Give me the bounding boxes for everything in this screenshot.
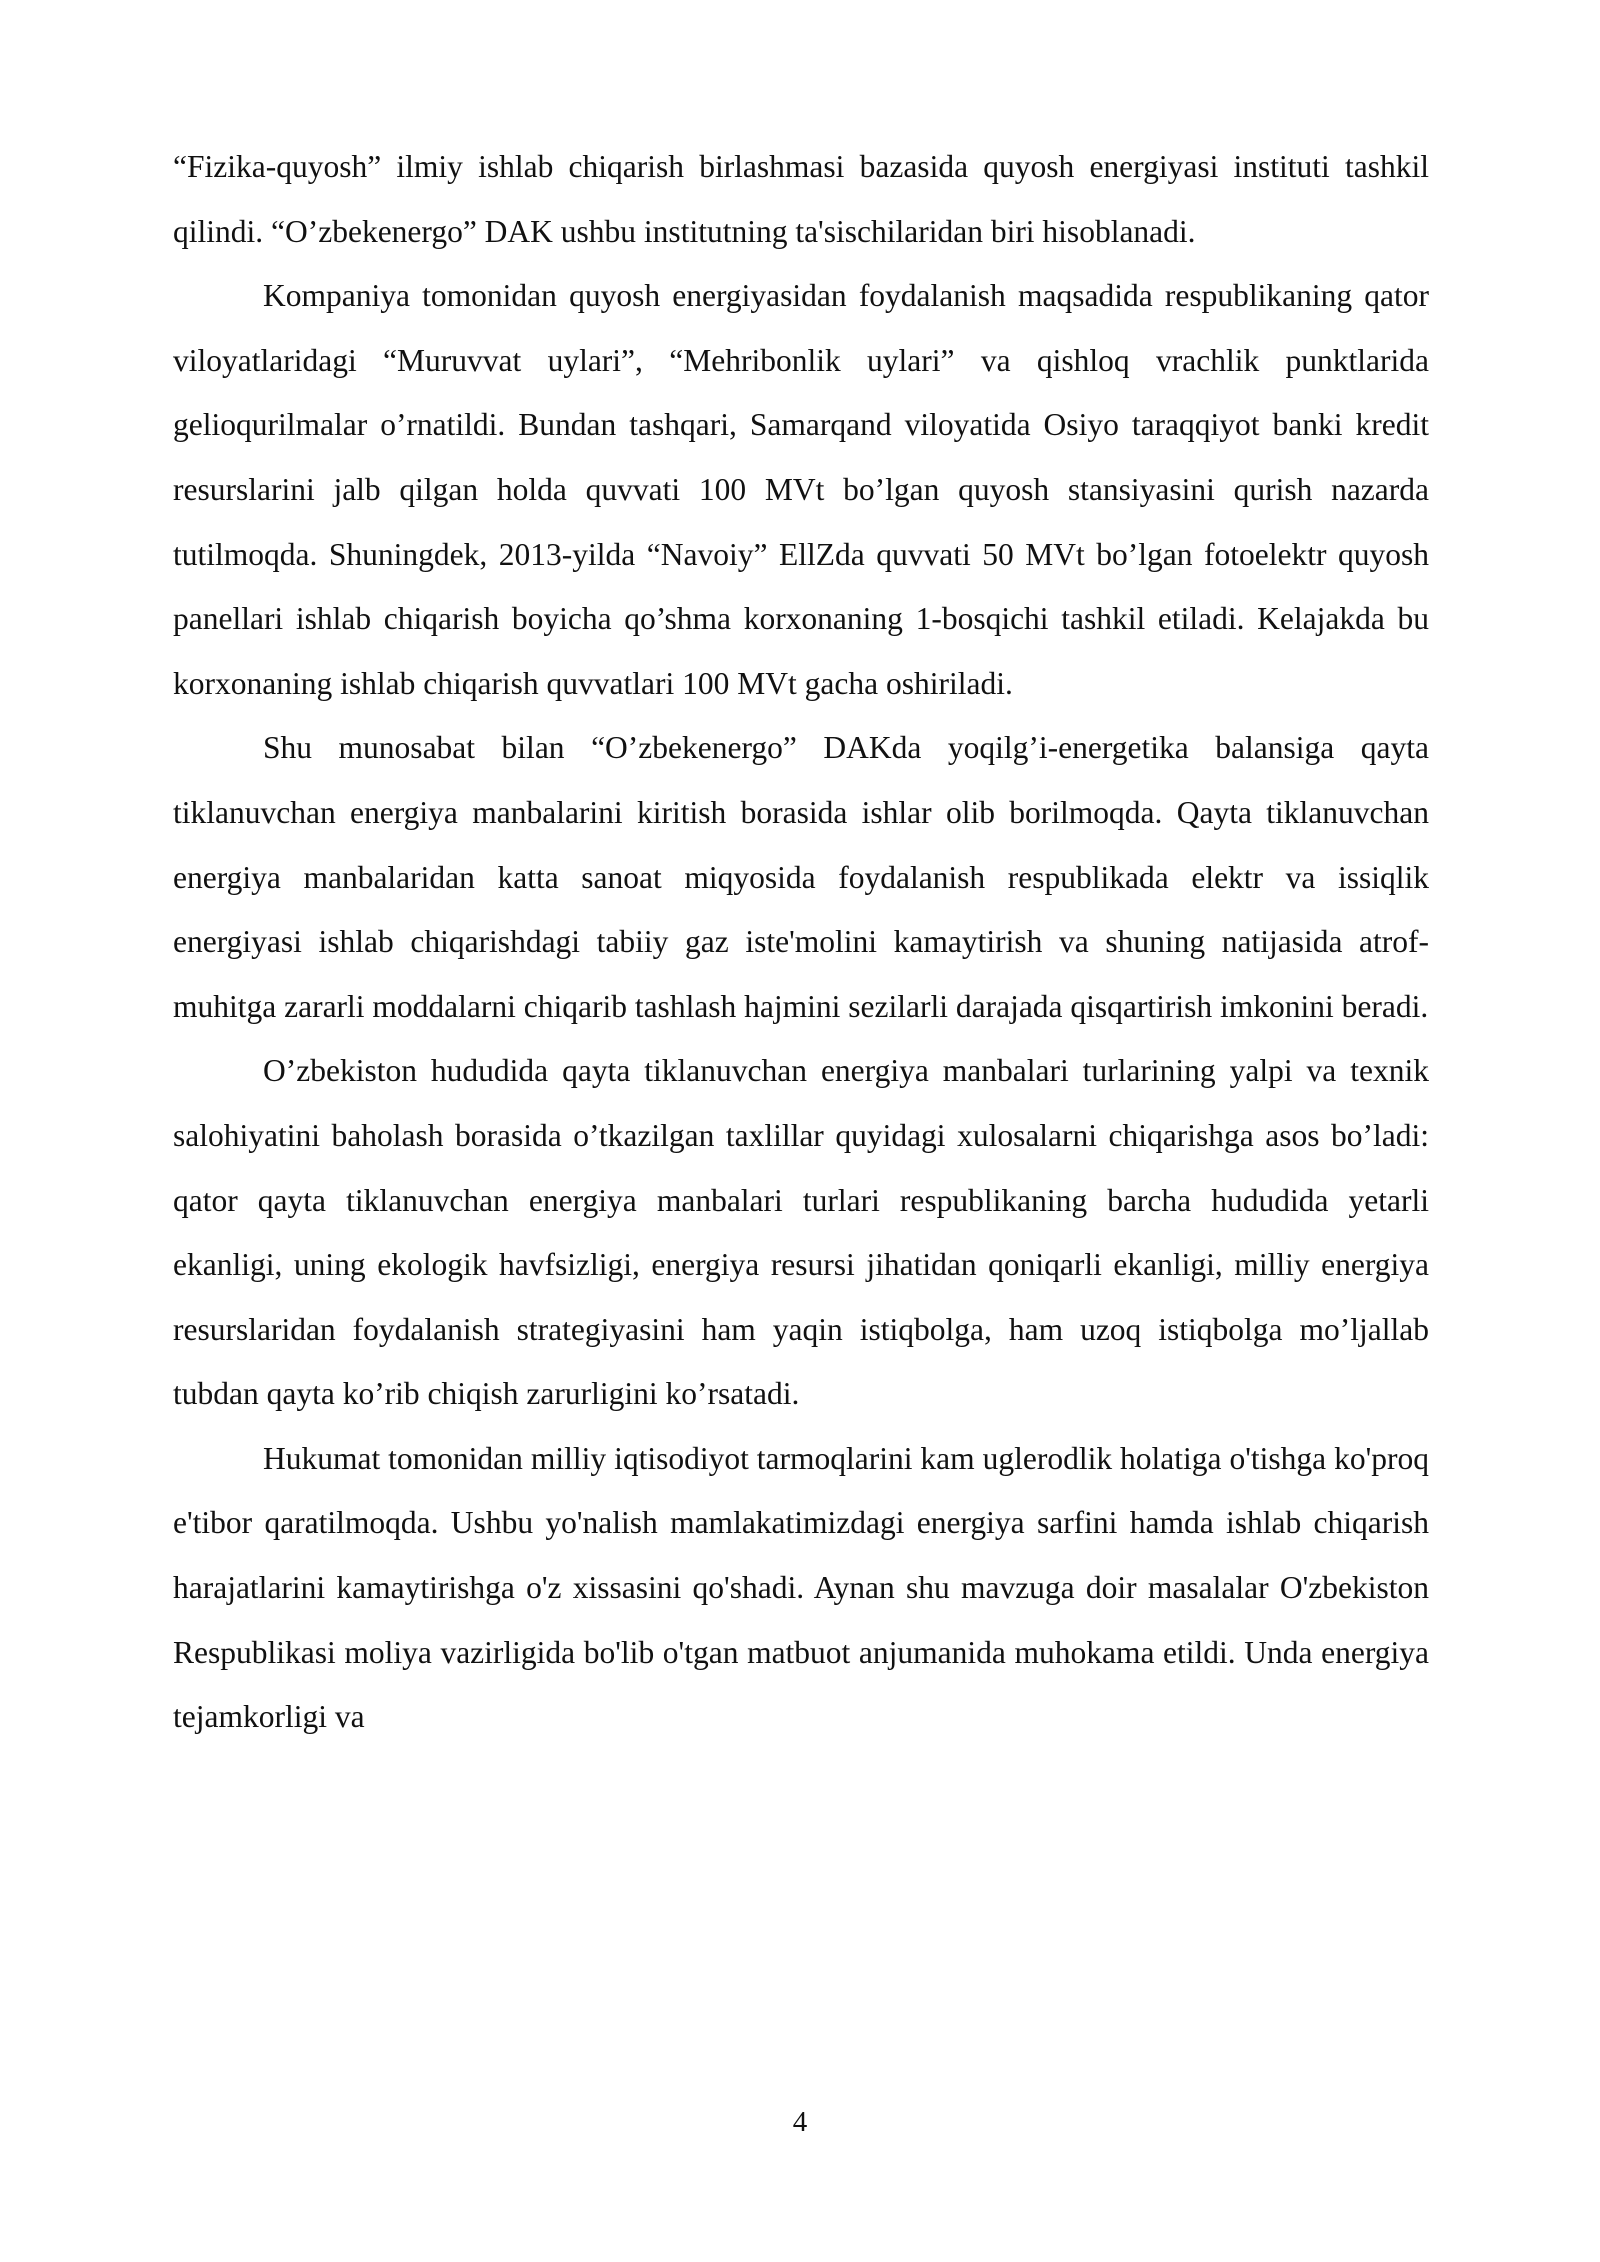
- paragraph-4: O’zbekiston hududida qayta tiklanuvchan energiya manbalari turlarining yalpi va texnik salohiyatini baholash borasida o’tkazilgan taxlillar quyidagi xulosalarni chiqarishga asos bo’ladi: qator qayta tiklanuvchan energiya manbalari turlari respublikaning barcha hududida yetarli ekanligi, uning ekologik havfsizligi, energiya resursi jihatidan qoniqarli ekanligi, milliy energiya resurslaridan foydalanish strategiyasini ham yaqin istiqbolga, ham uzoq istiqbolga mo’ljallab tubdan qayta ko’rib chiqish zarurligini ko’rsatadi.: [173, 1053, 1429, 1412]
- body-text: [173, 135, 1429, 1750]
- paragraph-1: “Fizika-quyosh” ilmiy ishlab chiqarish birlashmasi bazasida quyosh energiyasi instituti tashkil qilindi. “O’zbekenergo” DAK ushbu institutning ta'sischilaridan biri hisoblanadi.: [173, 149, 1429, 249]
- paragraph-5: Hukumat tomonidan milliy iqtisodiyot tarmoqlarini kam uglerodlik holatiga o'tishga ko'proq e'tibor qaratilmoqda. Ushbu yo'nalish mamlakatimizdagi energiya sarfini hamda ishlab chiqarish harajatlarini kamaytirishga o'z xissasini qo'shadi. Aynan shu mavzuga doir masalalar O'zbekiston Respublikasi moliya vazirligida bo'lib o'tgan matbuot anjumanida muhokama etildi. Unda energiya tejamkorligi va: [173, 1440, 1429, 1735]
- paragraph-3: Shu munosabat bilan “O’zbekenergo” DAKda yoqilg’i-energetika balansiga qayta tiklanuvchan energiya manbalarini kiritish borasida ishlar olib borilmoqda. Qayta tiklanuvchan energiya manbalaridan katta sanoat miqyosida foydalanish respublikada elektr va issiqlik energiyasi ishlab chiqarishdagi tabiiy gaz iste'molini kamaytirish va shuning natijasida atrof-muhitga zararli moddalarni chiqarib tashlash hajmini sezilarli darajada qisqartirish imkonini beradi.: [173, 730, 1429, 1024]
- page-number: 4: [792, 2106, 808, 2138]
- paragraph-2: Kompaniya tomonidan quyosh energiyasidan foydalanish maqsadida respublikaning qator viloyatlaridagi “Muruvvat uylari”, “Mehribonlik uylari” va qishloq vrachlik punktlarida gelioqurilmalar o’rnatildi. Bundan tashqari, Samarqand viloyatida Osiyo taraqqiyot banki kredit resurslarini jalb qilgan holda quvvati 100 MVt bo’lgan quyosh stansiyasini qurish nazarda tutilmoqda. Shuningdek, 2013-yilda “Navoiy” EllZda quvvati 50 MVt bo’lgan fotoelektr quyosh panellari ishlab chiqarish boyicha qo’shma korxonaning 1-bosqichi tashkil etiladi. Kelajakda bu korxonaning ishlab chiqarish quvvatlari 100 MVt gacha oshiriladi.: [173, 278, 1429, 701]
